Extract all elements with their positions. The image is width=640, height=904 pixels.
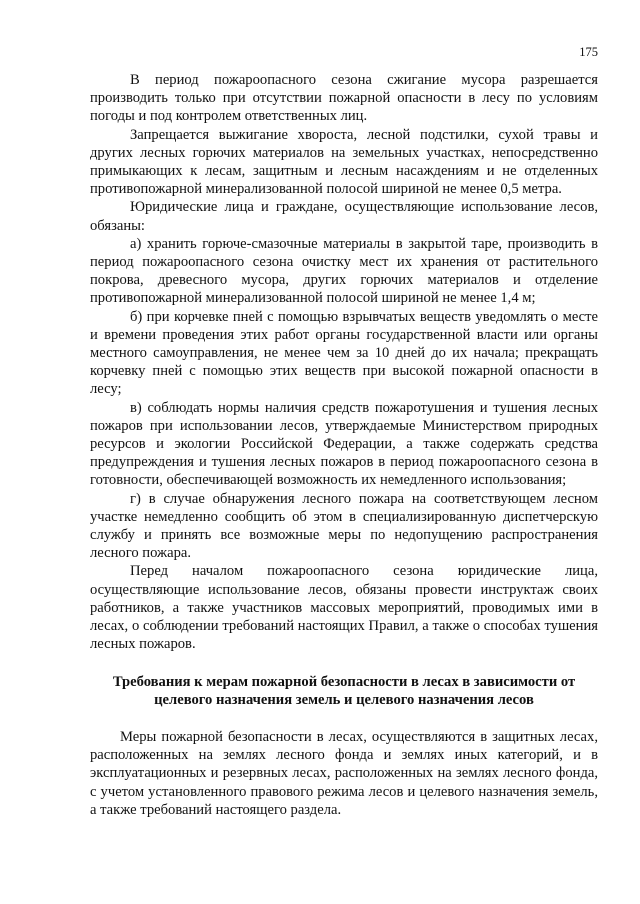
paragraph-prohibition: Запрещается выжигание хвороста, лесной подстилки, сухой травы и других лесных горючих материалов на земельных участках, непосредственно примыкающих к лесам, защитным и лесным насаждениям и не отделенных противопожарной минерализованной полосой шириной не менее 0,5 метра. — [90, 126, 598, 198]
section-heading — [90, 673, 598, 709]
paragraph-item-a: а) хранить горюче-смазочные материалы в закрытой таре, производить в период пожароопасного сезона очистку мест их хранения от растительного покрова, древесного мусора, других горючих материалов и отделение противопожарной минерализованной полосой шириной не менее 1,4 м; — [90, 235, 598, 307]
paragraph-briefing: Перед началом пожароопасного сезона юридические лица, осуществляющие использование лесов, обязаны провести инструктаж своих работников, а также участников массовых мероприятий, проводимых ими в лесах, о соблюдении требований настоящих Правил, а также о способах тушения лесных пожаров. — [90, 563, 598, 653]
paragraph-item-b: б) при корчевке пней с помощью взрывчатых веществ уведомлять о месте и времени проведения этих работ органы государственной власти или органы местного самоуправления, не менее чем за 10 дней до их начала; прекращать корчевку пней с помощью этих веществ при высокой пожарной опасности в лесу; — [90, 308, 598, 398]
page-number: 175 — [579, 45, 598, 59]
paragraph-burning-debris: В период пожароопасного сезона сжигание мусора разрешается производить только при отсутствии пожарной опасности в лесу по условиям погоды и под контролем ответственных лиц. — [90, 72, 598, 125]
paragraph-item-v: в) соблюдать нормы наличия средств пожаротушения и тушения лесных пожаров при использовании лесов, утверждаемые Министерством природных ресурсов и экологии Российской Федерации, а также содержать средства предупреждения и тушения лесных пожаров в период пожароопасного сезона в готовности, обеспечивающей возможность их немедленного использования; — [90, 399, 598, 489]
section-heading-line-1: Требования к мерам пожарной безопасности в лесах в зависимости от — [112, 673, 576, 690]
document-body — [90, 0, 598, 819]
paragraph-section-measures: Меры пожарной безопасности в лесах, осуществляются в защитных лесах, расположенных на землях лесного фонда и землях иных категорий, и в эксплуатационных и резервных лесах, расположенных на землях лесного фонда, с учетом установленного правового режима лесов и целевого назначения земель, а также требований настоящего раздела. — [90, 728, 598, 818]
section-heading-line-2: целевого назначения земель и целевого назначения лесов — [154, 691, 534, 708]
paragraph-obligations-intro: Юридические лица и граждане, осуществляющие использование лесов, обязаны: — [90, 199, 598, 234]
paragraph-item-g: г) в случае обнаружения лесного пожара на соответствующем лесном участке немедленно сообщить об этом в специализированную диспетчерскую службу и принять все возможные меры по недопущению распространения лесного пожара. — [90, 490, 598, 562]
